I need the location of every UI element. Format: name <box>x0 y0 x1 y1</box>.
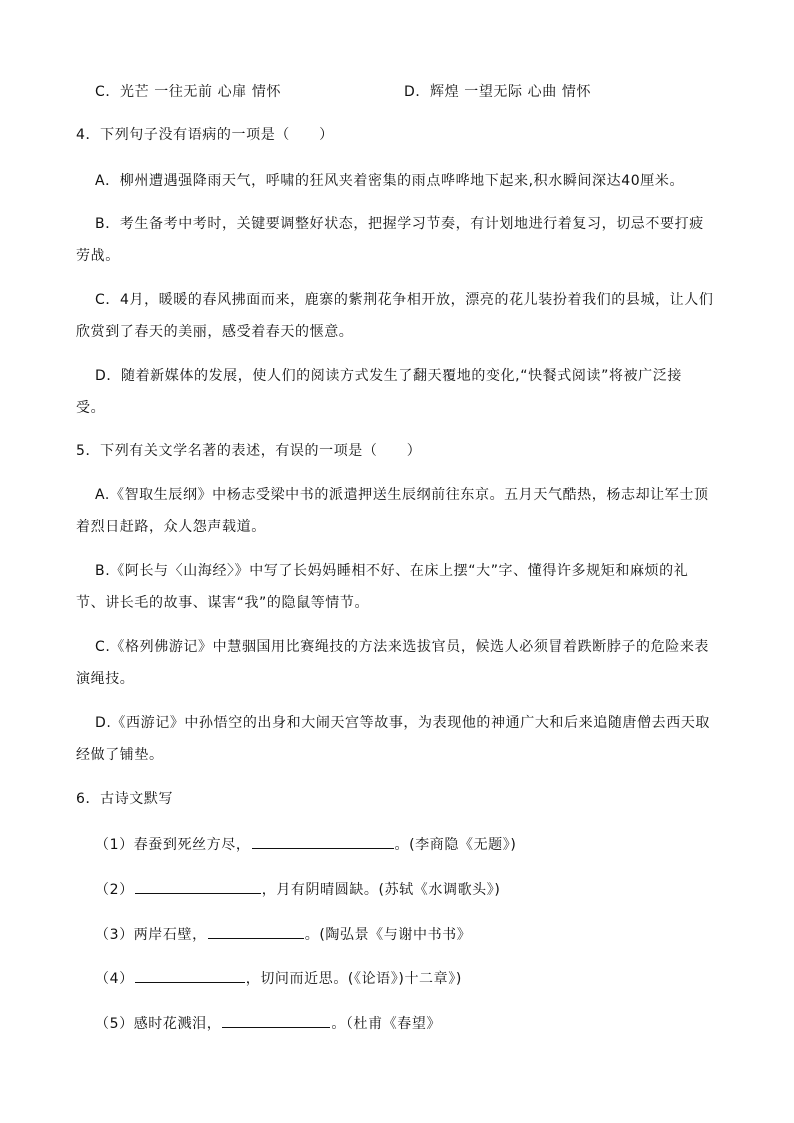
q5-option-a-line2: 着烈日赶路，众人怨声载道。 <box>76 519 266 535</box>
q5-option-d-line1: D.《西游记》中孙悟空的出身和大闹天宫等故事，为表现他的神通广大和后来追随唐僧去西天取 <box>95 715 711 731</box>
q4-option-c-line2: 欣赏到了春天的美丽，感受着春天的惬意。 <box>76 324 354 340</box>
q4-option-b-line1: B．考生备考中考时，关键要调整好状态，把握学习节奏，有计划地进行着复习，切忌不要打疲 <box>95 216 704 232</box>
q6-item-5-prefix: （5）感时花溅泪， <box>95 1016 222 1032</box>
q5-option-b-line2: 节、讲长毛的故事、谋害“我”的隐鼠等情节。 <box>76 595 370 611</box>
q5-option-c-line2: 演绳技。 <box>76 671 135 687</box>
q6-item-2-suffix: ，月有阴晴圆缺。(苏轼《水调歌头》) <box>261 882 501 898</box>
q6-item-4-prefix: （4） <box>95 971 134 987</box>
q6-item-1-prefix: （1）春蚕到死丝方尽， <box>95 837 251 853</box>
q3-option-d: D．辉煌 一望无际 心曲 情怀 <box>404 84 592 100</box>
q6-item-3-blank[interactable] <box>208 924 304 939</box>
q6-item-4-blank[interactable] <box>135 968 245 983</box>
q5-option-a-line1: A.《智取生辰纲》中杨志受梁中书的派遣押送生辰纲前往东京。五月天气酷热，杨志却让军士顶 <box>95 487 709 503</box>
q6-item-1-blank[interactable] <box>252 834 394 849</box>
q5-option-b-line1: B.《阿长与〈山海经〉》中写了长妈妈睡相不好、在床上摆“大”字、懂得许多规矩和麻烦的礼 <box>95 563 689 579</box>
q5-stem: 5．下列有关文学名著的表述，有误的一项是（ ） <box>76 443 422 459</box>
q4-option-c-line1: C．4月，暖暖的春风拂面而来，鹿寨的紫荆花争相开放，漂亮的花儿装扮着我们的县城，让人们 <box>95 292 714 308</box>
q4-option-a: A．柳州遭遇强降雨天气，呼啸的狂风夹着密集的雨点哗哗地下起来,积水瞬间深达40厘米。 <box>95 173 685 189</box>
q6-item-3-prefix: （3）两岸石壁， <box>95 927 207 943</box>
q5-option-d-line2: 经做了铺垫。 <box>76 747 164 763</box>
q6-item-2 <box>95 879 500 900</box>
q4-option-b-line2: 劳战。 <box>76 248 120 264</box>
q6-item-5-blank[interactable] <box>222 1013 330 1028</box>
q6-item-4 <box>95 968 462 989</box>
q6-item-2-blank[interactable] <box>135 879 261 894</box>
q6-item-1-suffix: 。(李商隐《无题》) <box>394 837 517 853</box>
q6-item-5 <box>95 1013 441 1034</box>
q4-stem: 4．下列句子没有语病的一项是（ ） <box>76 127 334 143</box>
q5-option-c-line1: C.《格列佛游记》中慧骃国用比赛绳技的方法来选拔官员，候选人必须冒着跌断脖子的危险来表 <box>95 639 710 655</box>
q6-stem: 6．古诗文默写 <box>76 791 174 807</box>
q3-option-c: C．光芒 一往无前 心扉 情怀 <box>95 84 282 100</box>
q6-item-3-suffix: 。(陶弘景《与谢中书书》 <box>304 927 472 943</box>
q4-option-d-line2: 受。 <box>76 400 106 416</box>
q6-item-5-suffix: 。（杜甫《春望》 <box>331 1016 442 1032</box>
q6-item-4-suffix: ，切问而近思。(《论语》)十二章》) <box>245 971 462 987</box>
q6-item-1 <box>95 834 516 855</box>
q6-item-3 <box>95 924 471 945</box>
q4-option-d-line1: D．随着新媒体的发展，使人们的阅读方式发生了翻天覆地的变化,“快餐式阅读”将被广泛接 <box>95 368 682 384</box>
q6-item-2-prefix: （2） <box>95 882 134 898</box>
